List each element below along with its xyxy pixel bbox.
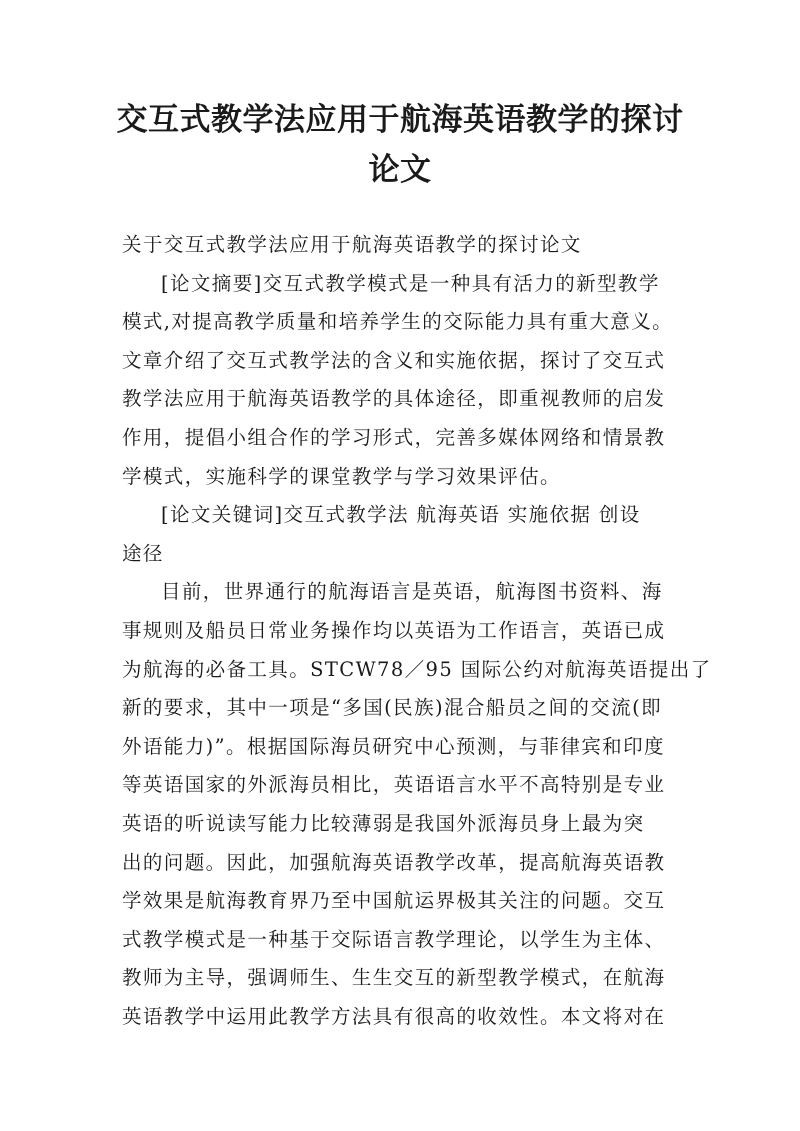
abstract-line: 教学法应用于航海英语教学的具体途径，即重视教师的启发	[122, 387, 666, 411]
abstract-line: [论文摘要]交互式教学模式是一种具有活力的新型教学	[161, 271, 660, 295]
document-title	[100, 95, 700, 195]
abstract-line: 学模式，实施科学的课堂教学与学习效果评估。	[122, 464, 561, 488]
paragraph-line: 事规则及船员日常业务操作均以英语为工作语言，英语已成	[122, 618, 666, 642]
paragraph-line: 等英语国家的外派海员相比，英语语言水平不高特别是专业	[122, 773, 666, 797]
paragraph-line: 外语能力)”。根据国际海员研究中心预测，与菲律宾和印度	[122, 734, 665, 758]
paragraph-line: 出的问题。因此，加强航海英语教学改革，提高航海英语教	[122, 850, 666, 874]
subtitle-line: 关于交互式教学法应用于航海英语教学的探讨论文	[122, 233, 582, 256]
paragraph-line: 式教学模式是一种基于交际语言教学理论，以学生为主体、	[122, 927, 666, 951]
document-body	[122, 226, 712, 1036]
keywords-line: [论文关键词]交互式教学法 航海英语 实施依据 创设	[161, 503, 641, 527]
paragraph-line: 为航海的必备工具。STCW78／95 国际公约对航海英语提出了	[122, 657, 712, 681]
abstract-line: 作用，提倡小组合作的学习形式，完善多媒体网络和情景教	[122, 425, 666, 449]
paragraph-line: 学效果是航海教育界乃至中国航运界极其关注的问题。交互	[122, 889, 666, 913]
title-line-2: 论文	[368, 152, 432, 188]
keywords-line: 途径	[122, 541, 164, 565]
paragraph-line: 英语的听说读写能力比较薄弱是我国外派海员身上最为突	[122, 811, 645, 835]
paragraph-line: 教师为主导，强调师生、生生交互的新型教学模式，在航海	[122, 966, 666, 990]
abstract-line: 模式,对提高教学质量和培养学生的交际能力具有重大意义。	[122, 310, 673, 334]
abstract-line: 文章介绍了交互式教学法的含义和实施依据，探讨了交互式	[122, 348, 666, 372]
title-line-1: 交互式教学法应用于航海英语教学的探讨	[116, 102, 684, 138]
paragraph-line: 新的要求，其中一项是“多国(民族)混合船员之间的交流(即	[122, 696, 662, 720]
paragraph-line: 英语教学中运用此教学方法具有很高的收效性。本文将对在	[122, 1004, 666, 1028]
paragraph-line: 目前，世界通行的航海语言是英语，航海图书资料、海	[161, 580, 663, 604]
